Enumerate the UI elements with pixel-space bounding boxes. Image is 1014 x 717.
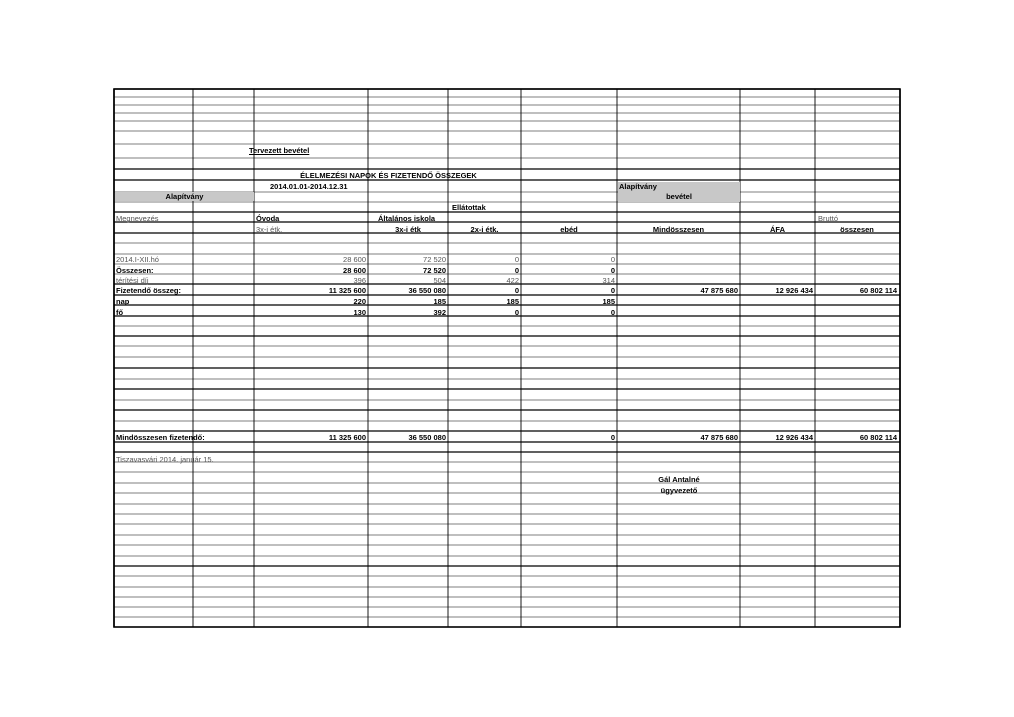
row-label: fő <box>116 308 124 317</box>
vat-header: ÁFA <box>770 225 785 234</box>
main-heading: ÉLELMEZÉSI NAPOK ÉS FIZETENDŐ ÖSSZEGEK <box>300 171 477 180</box>
sheet-border <box>114 89 900 627</box>
cell-kg: 11 325 600 <box>328 286 366 295</box>
grand-total-label: Mindösszesen fizetendő: <box>116 433 205 442</box>
served-label: Ellátottak <box>452 203 486 212</box>
grand-total-school-3x: 36 550 080 <box>408 433 446 442</box>
cell-lunch: 185 <box>602 297 615 306</box>
grand-total-total: 47 875 680 <box>700 433 738 442</box>
school-3x-header: 3x-i étk <box>395 225 421 234</box>
cell-school-3x: 72 520 <box>423 255 446 264</box>
grand-total-gross: 60 802 114 <box>859 433 897 442</box>
row-label: nap <box>116 297 130 306</box>
row-label: Fizetendő összeg: <box>116 286 182 295</box>
cell-school-3x: 392 <box>433 308 446 317</box>
cell-school-3x: 185 <box>433 297 446 306</box>
signatory-role: ügyvezető <box>660 486 698 495</box>
period-label: 2014.01.01-2014.12.31 <box>270 182 348 191</box>
cell-kg: 28 600 <box>343 255 366 264</box>
row-label: 2014.I-XII.hó <box>116 255 159 264</box>
row-label: Összesen: <box>116 266 154 275</box>
cell-school-3x: 72 520 <box>423 266 446 275</box>
cell-school-2x: 185 <box>506 297 519 306</box>
foundation-label-left: Alapítvány <box>165 192 204 201</box>
cell-lunch: 314 <box>602 276 615 285</box>
cell-vat: 12 926 434 <box>775 286 813 295</box>
cell-school-2x: 0 <box>514 308 519 317</box>
kindergarten-meals-header: 3x-i étk. <box>256 225 283 234</box>
cell-lunch: 0 <box>610 286 615 295</box>
cell-school-2x: 422 <box>506 276 519 285</box>
school-header: Általános iskola <box>378 214 436 223</box>
column-name-header: Megnevezés <box>116 214 159 223</box>
cell-total: 47 875 680 <box>700 286 738 295</box>
gross-header-bottom: összesen <box>840 225 874 234</box>
cell-lunch: 0 <box>610 255 615 264</box>
cell-kg: 396 <box>353 276 366 285</box>
cell-lunch: 0 <box>610 308 615 317</box>
school-2x-header: 2x-i étk. <box>470 225 499 234</box>
total-header: Mindösszesen <box>652 225 705 234</box>
cell-kg: 130 <box>353 308 366 317</box>
cell-kg: 28 600 <box>343 266 366 275</box>
cell-gross: 60 802 114 <box>859 286 897 295</box>
cell-school-2x: 0 <box>514 266 519 275</box>
cell-lunch: 0 <box>610 266 615 275</box>
grand-total-vat: 12 926 434 <box>775 433 813 442</box>
cell-school-2x: 0 <box>514 255 519 264</box>
row-label: térítési díj <box>116 276 149 285</box>
revenue-label: bevétel <box>666 192 692 201</box>
cell-school-3x: 36 550 080 <box>408 286 446 295</box>
foundation-label-right: Alapítvány <box>619 182 657 191</box>
gross-header-top: Bruttó <box>818 214 839 223</box>
cell-kg: 220 <box>353 297 366 306</box>
planned-revenue-title: Tervezett bevétel <box>249 146 310 155</box>
kindergarten-header: Óvoda <box>256 214 280 223</box>
lunch-header: ebéd <box>560 225 578 234</box>
place-date: Tiszavasvári 2014. január 15. <box>116 455 214 464</box>
grand-total-kg: 11 325 600 <box>328 433 366 442</box>
cell-school-3x: 504 <box>433 276 446 285</box>
cell-school-2x: 0 <box>514 286 519 295</box>
grand-total-lunch: 0 <box>610 433 615 442</box>
signatory-name: Gál Antalné <box>658 475 700 484</box>
